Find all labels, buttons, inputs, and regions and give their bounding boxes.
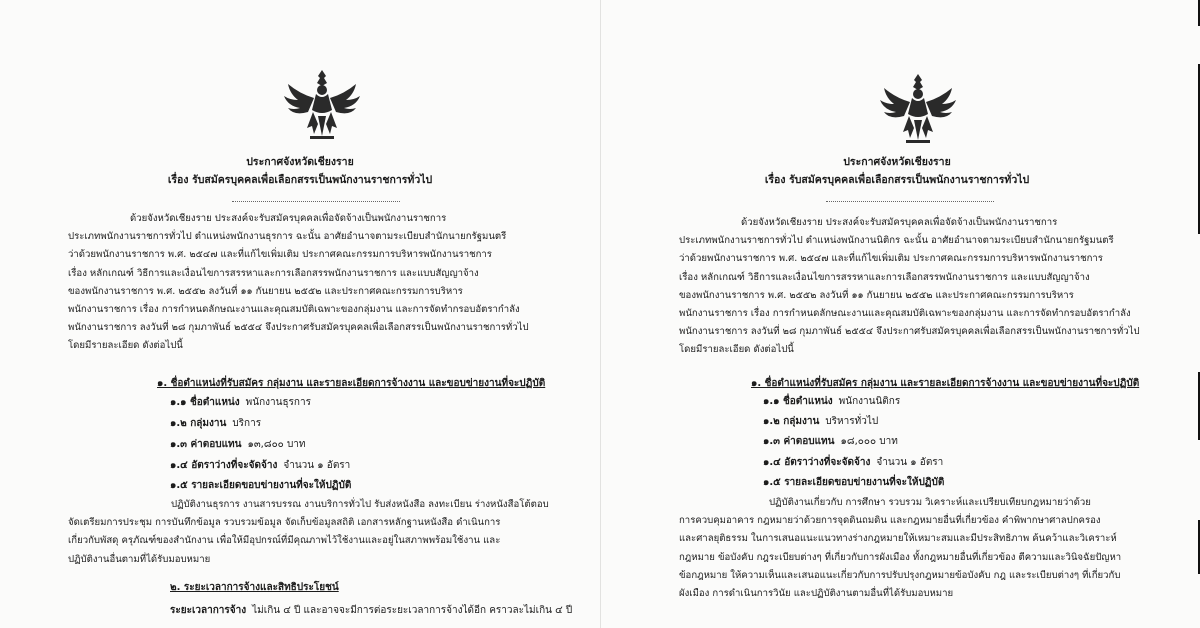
- scope-line: เกี่ยวกับพัสดุ ครุภัณฑ์ของสำนักงาน เพื่อให้มีอุปกรณ์ที่มีคุณภาพไว้ใช้งานและอยู่ในสภาพพร้อมใช้งาน และ: [68, 535, 501, 547]
- intro-line: ด้วยจังหวัดเชียงราย ประสงค์จะรับสมัครบุคคลเพื่อจัดจ้างเป็นพนักงานราชการ: [130, 213, 447, 224]
- item-work-group: ๑.๒ กลุ่มงาน บริหารทั่วไป: [763, 416, 879, 427]
- item-salary: ๑.๓ ค่าตอบแทน ๑๘,๐๐๐ บาท: [763, 436, 898, 447]
- intro-line: พนักงานราชการ เรื่อง การกำหนดลักษณะงานและคุณสมบัติเฉพาะของกลุ่มงาน และการจัดทำกรอบอัตรากำลัง: [679, 308, 1131, 320]
- item-vacancies: ๑.๔ อัตราว่างที่จะจัดจ้าง จำนวน ๑ อัตรา: [170, 460, 351, 471]
- intro-line: ประเภทพนักงานราชการทั่วไป ตำแหน่งพนักงานนิติกร ฉะนั้น อาศัยอำนาจตามระเบียบสำนักนายกรัฐมนตรี: [679, 235, 1114, 247]
- intro-line: โดยมีรายละเอียด ดังต่อไปนี้: [679, 344, 794, 356]
- scope-line: ปฏิบัติงานเกี่ยวกับ การศึกษา รวบรวม วิเคราะห์และเปรียบเทียบกฎหมายว่าด้วย: [769, 497, 1091, 508]
- scope-line: กฎหมาย ข้อบังคับ กฎระเบียบต่างๆ ที่เกี่ยวกับการผังเมือง ทั้งกฎหมายอื่นที่เกี่ยวข้อง ตีความและวินิจฉัยปัญหา: [679, 551, 1122, 563]
- intro-line: พนักงานราชการ ลงวันที่ ๒๘ กุมภาพันธ์ ๒๕๕๔ จึงประกาศรับสมัครบุคคลเพื่อเลือกสรรเป็นพนักงานราชการทั่วไป: [679, 326, 1140, 338]
- intro-line: พนักงานราชการ เรื่อง การกำหนดลักษณะงานและคุณสมบัติเฉพาะของกลุ่มงาน และการจัดทำกรอบอัตรากำลัง: [68, 304, 520, 316]
- document-title: ประกาศจังหวัดเชียงราย: [843, 156, 951, 168]
- scope-paragraph: [679, 494, 1121, 603]
- scope-paragraph: [68, 496, 549, 569]
- scope-line: จัดเตรียมการประชุม การบันทึกข้อมูล รวบรวมข้อมูล จัดเก็บข้อมูลสถิติ เอกสารหลักฐานหนังสือ ดำเนินการ: [68, 517, 501, 529]
- section-1-heading: ๑. ชื่อตำแหน่งที่รับสมัคร กลุ่มงาน และรายละเอียดการจ้างงาน และขอบข่ายงานที่จะปฏิบัติ: [157, 378, 546, 389]
- document-subject: เรื่อง รับสมัครบุคคลเพื่อเลือกสรรเป็นพนักงานราชการทั่วไป: [764, 174, 1030, 186]
- title-divider: [232, 201, 400, 202]
- item-position-name: ๑.๑ ชื่อตำแหน่ง พนักงานนิติกร: [763, 396, 901, 407]
- intro-line: เรื่อง หลักเกณฑ์ วิธีการและเงื่อนไขการสรรหาและการเลือกสรรพนักงานราชการ และแบบสัญญาจ้าง: [679, 271, 1090, 283]
- scope-line: ปฏิบัติงานธุรการ งานสารบรรณ งานบริการทั่วไป รับส่งหนังสือ ลงทะเบียน ร่างหนังสือโต้ตอบ: [171, 499, 549, 510]
- section-2-heading: ๒. ระยะเวลาการจ้างและสิทธิประโยชน์: [170, 582, 339, 593]
- intro-paragraph: [679, 214, 1140, 360]
- section-1-heading: ๑. ชื่อตำแหน่งที่รับสมัคร กลุ่มงาน และรายละเอียดการจ้างงาน และขอบข่ายงานที่จะปฏิบัติ: [751, 378, 1140, 389]
- intro-line: เรื่อง หลักเกณฑ์ วิธีการและเงื่อนไขการสรรหาและการเลือกสรรพนักงานราชการ และแบบสัญญาจ้าง: [68, 267, 479, 279]
- intro-line: ของพนักงานราชการ พ.ศ. ๒๕๕๒ ลงวันที่ ๑๑ กันยายน ๒๕๕๒ และประกาศคณะกรรมการบริหาร: [679, 289, 1074, 301]
- document-subject: เรื่อง รับสมัครบุคคลเพื่อเลือกสรรเป็นพนักงานราชการทั่วไป: [167, 174, 433, 186]
- document-title: ประกาศจังหวัดเชียงราย: [246, 156, 354, 168]
- scope-line: และศาลยุติธรรม ในการเสนอแนะแนวทางร่างกฎหมายให้เหมาะสมและมีประสิทธิภาพ ค้นคว้าและวิเคราะห์: [679, 533, 1117, 545]
- item-work-group: ๑.๒ กลุ่มงาน บริการ: [170, 418, 262, 429]
- title-divider: [826, 201, 994, 202]
- garuda-emblem-icon: [280, 68, 364, 144]
- item-scope-heading: ๑.๕ รายละเอียดขอบข่ายงานที่จะให้ปฏิบัติ: [170, 480, 352, 491]
- item-scope-heading: ๑.๕ รายละเอียดขอบข่ายงานที่จะให้ปฏิบัติ: [763, 477, 945, 488]
- scope-line: ผังเมือง การดำเนินการวินัย และปฏิบัติงานตามอื่นที่ได้รับมอบหมาย: [679, 588, 954, 600]
- intro-line: ด้วยจังหวัดเชียงราย ประสงค์จะรับสมัครบุคคลเพื่อจัดจ้างเป็นพนักงานราชการ: [741, 217, 1058, 228]
- item-employment-period: ระยะเวลาการจ้าง ไม่เกิน ๔ ปี และอาจจะมีการต่อระยะเวลาการจ้างได้อีก คราวละไม่เกิน ๔ ปี: [170, 605, 573, 616]
- scope-line: ข้อกฎหมาย ให้ความเห็นและเสนอแนะเกี่ยวกับการปรับปรุงกฎหมายข้อบังคับ กฎ และระเบียบต่างๆ ที่เกี่ยวกับ: [679, 569, 1121, 581]
- intro-line: ประเภทพนักงานราชการทั่วไป ตำแหน่งพนักงานธุรการ ฉะนั้น อาศัยอำนาจตามระเบียบสำนักนายกรัฐมนตรี: [68, 231, 507, 243]
- intro-line: พนักงานราชการ ลงวันที่ ๒๘ กุมภาพันธ์ ๒๕๕๔ จึงประกาศรับสมัครบุคคลเพื่อเลือกสรรเป็นพนักงานราชการทั่วไป: [68, 322, 529, 334]
- item-vacancies: ๑.๔ อัตราว่างที่จะจัดจ้าง จำนวน ๑ อัตรา: [763, 457, 944, 468]
- garuda-emblem-icon: [876, 72, 960, 148]
- document-page-right: [600, 0, 1200, 628]
- intro-paragraph: [68, 210, 529, 356]
- item-position-name: ๑.๑ ชื่อตำแหน่ง พนักงานธุรการ: [170, 397, 311, 408]
- intro-line: ของพนักงานราชการ พ.ศ. ๒๕๕๒ ลงวันที่ ๑๑ กันยายน ๒๕๕๒ และประกาศคณะกรรมการบริหาร: [68, 285, 463, 297]
- scope-line: ปฏิบัติงานอื่นตามที่ได้รับมอบหมาย: [68, 553, 211, 565]
- item-salary: ๑.๓ ค่าตอบแทน ๑๓,๘๐๐ บาท: [170, 439, 306, 450]
- intro-line: ว่าด้วยพนักงานราชการ พ.ศ. ๒๕๔๗ และที่แก้ไขเพิ่มเติม ประกาศคณะกรรมการบริหารพนักงานราชการ: [679, 253, 1103, 265]
- intro-line: ว่าด้วยพนักงานราชการ พ.ศ. ๒๕๔๗ และที่แก้ไขเพิ่มเติม ประกาศคณะกรรมการบริหารพนักงานราชการ: [68, 249, 492, 261]
- intro-line: โดยมีรายละเอียด ดังต่อไปนี้: [68, 340, 183, 352]
- scope-line: การควบคุมอาคาร กฎหมายว่าด้วยการจุดดินถมดิน และกฎหมายอื่นที่เกี่ยวข้อง คำพิพากษาศาลปกครอง: [679, 515, 1101, 527]
